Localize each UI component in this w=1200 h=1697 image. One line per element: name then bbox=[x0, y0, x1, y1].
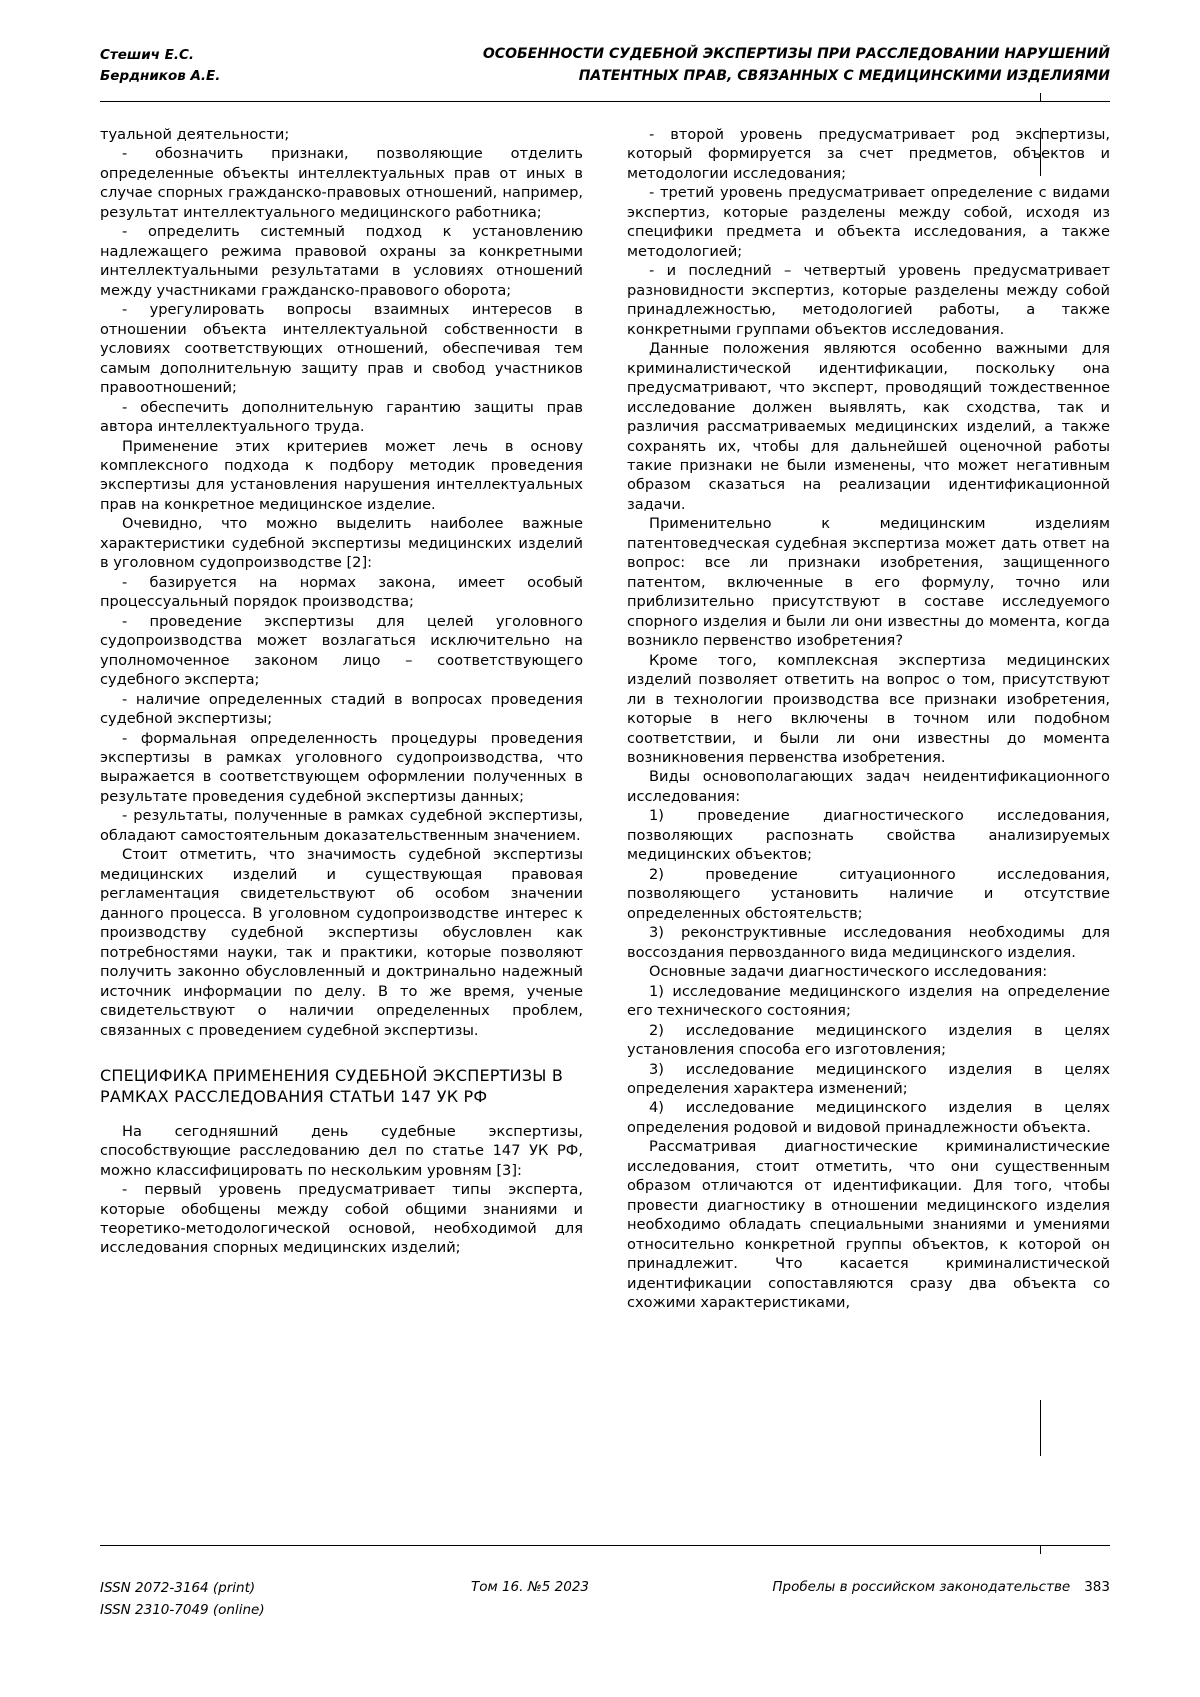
issn-print: ISSN 2072-3164 (print) bbox=[100, 1580, 256, 1596]
page-number: 383 bbox=[1084, 1579, 1110, 1595]
paragraph: Применительно к медицинским изделиям патентоведческая судебная экспертиза может дать ответ на вопрос: все ли признаки изобретения, защищенного патентом, включенные в его формулу, точно или приблизительно присутствуют в составе исследуемого спорного изделия и были ли они известны до момента, когда возникло первенство изобретения? bbox=[627, 515, 1110, 650]
issn-online: ISSN 2310-7049 (online) bbox=[100, 1601, 265, 1618]
footer-journal-line bbox=[660, 1578, 1110, 1595]
paragraph: - второй уровень предусматривает род экспертизы, который формируется за счет предметов, объектов и методологии исследования; bbox=[627, 126, 1110, 182]
margin-tick-bottom bbox=[1040, 1400, 1041, 1456]
paragraph: - наличие определенных стадий в вопросах проведения судебной экспертизы; bbox=[100, 690, 583, 728]
paragraph: туальной деятельности; bbox=[100, 126, 290, 143]
footer-volume: Том 16. №5 2023 bbox=[470, 1579, 590, 1595]
header-title-line-2: ПАТЕНТНЫХ ПРАВ, СВЯЗАННЫХ С МЕДИЦИНСКИМИ ИЗДЕЛИЯМИ bbox=[578, 67, 1110, 84]
left-column bbox=[100, 125, 583, 1313]
paragraph: - формальная определенность процедуры проведения экспертизы в рамках уголовного судопроизводства, что выражается в соответствующем оформлении полученных в результате проведения судебной экспертизы данных; bbox=[100, 729, 583, 805]
paragraph: - обеспечить дополнительную гарантию защиты прав автора интеллектуального труда. bbox=[100, 398, 583, 436]
paragraph: - результаты, полученные в рамках судебной экспертизы, обладают самостоятельным доказательственным значением. bbox=[100, 807, 583, 844]
paragraph: - базируется на нормах закона, имеет особый процессуальный порядок производства; bbox=[100, 573, 583, 611]
paragraph: На сегодняшний день судебные экспертизы, способствующие расследованию дел по статье 147 УК РФ, можно классифицировать по нескольким уровням [3]: bbox=[100, 1122, 583, 1179]
page-header bbox=[100, 44, 1110, 87]
paragraph: Стоит отметить, что значимость судебной экспертизы медицинских изделий и существующая правовая регламентация свидетельствуют об особом значении данного процесса. В уголовном судопроизводстве интерес к производству судебной экспертизы обусловлен как потребностями науки, так и практики, которые позволяют получить законно обусловленный и доктринально надежный источник информации по делу. В то же время, ученые свидетельствуют о наличии определенных проблем, связанных с проведением судебной экспертизы. bbox=[100, 846, 583, 1039]
header-divider bbox=[100, 101, 1110, 102]
paragraph: - обозначить признаки, позволяющие отделить определенные объекты интеллектуальных прав от иных в случае спорных гражданско-правовых отношений, например, результат интеллектуального медицинского работника; bbox=[100, 145, 583, 221]
header-author-1: Стешич Е.С. bbox=[100, 47, 195, 63]
article-body bbox=[100, 125, 1110, 1313]
header-title-line-1: ОСОБЕННОСТИ СУДЕБНОЙ ЭКСПЕРТИЗЫ ПРИ РАССЛЕДОВАНИИ НАРУШЕНИЙ bbox=[482, 46, 1110, 62]
paragraph: Данные положения являются особенно важными для криминалистической идентификации, поскольку она предусматривают, что эксперт, проводящий тождественное исследование должен выявлять, как сходства, так и различия рассматриваемых медицинских изделий, а также сохранять их, чтобы для дальнейшей оценочной работы такие признаки не были изменены, что может негативным образом сказаться на реализации идентификационной задачи. bbox=[627, 340, 1110, 513]
right-column bbox=[627, 125, 1110, 1313]
paragraph: 2) исследование медицинского изделия в целях установления способа его изготовления; bbox=[627, 1021, 1110, 1059]
paragraph: 3) исследование медицинского изделия в целях определения характера изменений; bbox=[627, 1060, 1110, 1097]
paragraph: Очевидно, что можно выделить наиболее важные характеристики судебной экспертизы медицинских изделий в уголовном судопроизводстве [2]: bbox=[100, 515, 583, 572]
paragraph: - первый уровень предусматривает типы эксперта, которые обобщены между собой общими знаниями и теоретико-методологической основой, необходимой для исследования спорных медицинских изделий; bbox=[100, 1181, 583, 1257]
paragraph: 1) исследование медицинского изделия на определение его технического состояния; bbox=[627, 982, 1110, 1020]
header-author-2: Бердников А.Е. bbox=[100, 67, 221, 84]
paragraph: - определить системный подход к установлению надлежащего режима правовой охраны за конкретными интеллектуальными результатами в условиях отношений между участниками гражданско-правового оборота; bbox=[100, 223, 583, 299]
paragraph: - и последний – четвертый уровень предусматривает разновидности экспертиз, которые разделены между собой принадлежностью, методологией работы, а также конкретными группами объектов исследования. bbox=[627, 262, 1110, 338]
paragraph: Основные задачи диагностического исследования: bbox=[649, 963, 1048, 981]
paragraph: Применение этих критериев может лечь в основу комплексного подхода к подбору методик проведения экспертизы для установления нарушения интеллектуальных прав на конкретное медицинское изделие. bbox=[100, 437, 583, 513]
paragraph: Рассматривая диагностические криминалистические исследования, стоит отметить, что они существенным образом отличаются от идентификации. Для того, чтобы провести диагностику в отношении медицинского изделия необходимо обладать специальными знаниями и умениями относительно конкретной группы объектов, к которой он принадлежит. Что касается криминалистической идентификации сопоставляются сразу два объекта со схожими характеристиками, bbox=[627, 1138, 1110, 1312]
paragraph: Кроме того, комплексная экспертиза медицинских изделий позволяет ответить на вопрос о том, присутствуют ли в технологии производства все признаки изобретения, которые в него включены в точном или подобном соответствии, и были ли они известны до момента возникновения первенства изобретения. bbox=[627, 651, 1110, 766]
paragraph: - урегулировать вопросы взаимных интересов в отношении объекта интеллектуальной собственности в условиях соответствующих отношений, обеспечивая тем самым дополнительную защиту прав и свобод участников правоотношений; bbox=[100, 301, 583, 397]
paragraph: Виды основополагающих задач неидентификационного исследования: bbox=[627, 768, 1110, 805]
header-authors bbox=[100, 44, 220, 87]
footer-issn bbox=[100, 1578, 400, 1621]
paragraph: - проведение экспертизы для целей уголовного судопроизводства может возлагаться исключительно на уполномоченное законом лицо – соответствующего судебного эксперта; bbox=[100, 612, 583, 689]
footer-divider bbox=[100, 1545, 1110, 1546]
paragraph: 4) исследование медицинского изделия в целях определения родовой и видовой принадлежности объекта. bbox=[627, 1099, 1110, 1136]
paragraph: 1) проведение диагностического исследования, позволяющих распознать свойства анализируемых медицинских объектов; bbox=[627, 807, 1110, 864]
paragraph: - третий уровень предусматривает определение с видами экспертиз, которые разделены между собой, исходя из специфики предмета и объекта исследования, а также методологией; bbox=[627, 184, 1110, 260]
footer-journal-title: Пробелы в российском законодательстве bbox=[772, 1579, 1071, 1595]
paragraph: 2) проведение ситуационного исследования, позволяющего установить наличие и отсутствие определенных обстоятельств; bbox=[627, 865, 1110, 922]
section-heading: СПЕЦИФИКА ПРИМЕНЕНИЯ СУДЕБНОЙ ЭКСПЕРТИЗЫ В РАМКАХ РАССЛЕДОВАНИЯ СТАТЬИ 147 УК РФ bbox=[100, 1066, 564, 1106]
page-footer bbox=[100, 1578, 1110, 1621]
header-margin-tick bbox=[1040, 93, 1041, 102]
header-article-title bbox=[483, 44, 1110, 87]
footer-margin-tick bbox=[1040, 1545, 1041, 1554]
paragraph: 3) реконструктивные исследования необходимы для воссоздания первозданного вида медицинского изделия. bbox=[627, 924, 1110, 961]
